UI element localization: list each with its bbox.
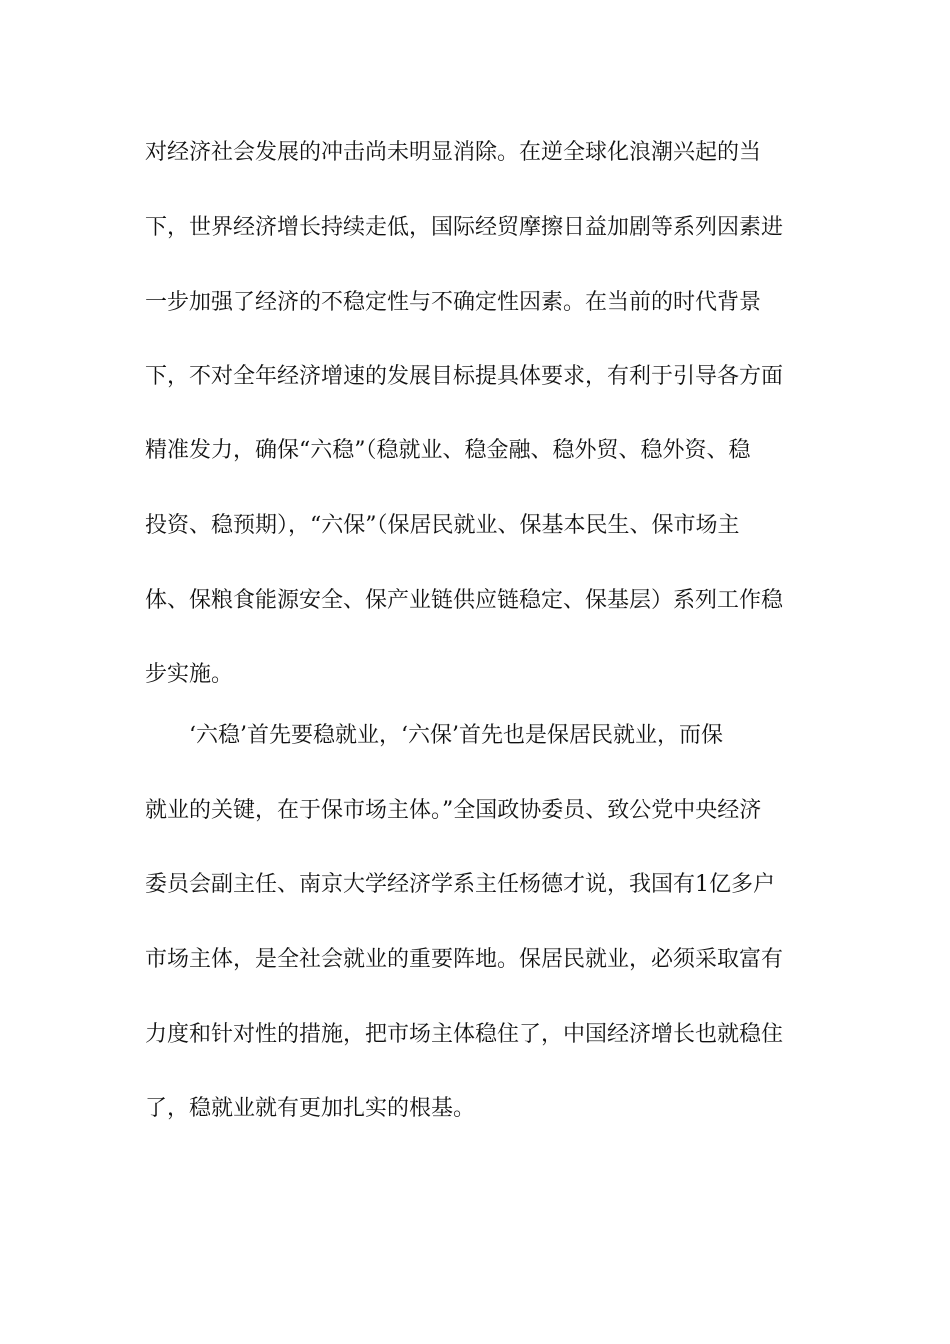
paragraph-line: 就业的关键，在于保市场主体。”全国政协委员、致公党中央经济 <box>145 798 762 823</box>
paragraph-line: 体、保粮食能源安全、保产业链供应链稳定、保基层）系列工作稳 <box>145 588 784 613</box>
paragraph-line: 步实施。 <box>145 662 234 687</box>
paragraph-line: 力度和针对性的措施，把市场主体稳住了，中国经济增长也就稳住 <box>145 1022 784 1047</box>
paragraph-line: 精准发力，确保“六稳”（稳就业、稳金融、稳外贸、稳外资、稳 <box>145 438 751 463</box>
paragraph-line: 对经济社会发展的冲击尚未明显消除。在逆全球化浪潮兴起的当 <box>145 140 762 165</box>
paragraph-line: 一步加强了经济的不稳定性与不确定性因素。在当前的时代背景 <box>145 290 762 315</box>
paragraph-line: 了，稳就业就有更加扎实的根基。 <box>145 1096 476 1121</box>
paragraph-line: 下，世界经济增长持续走低，国际经贸摩擦日益加剧等系列因素进 <box>145 215 784 240</box>
paragraph-line: 委员会副主任、南京大学经济学系主任杨德才说，我国有1亿多户 <box>145 872 775 897</box>
paragraph-first-line: ‘六稳’首先要稳就业，‘六保’首先也是保居民就业，而保 <box>189 723 723 748</box>
paragraph-line: 市场主体，是全社会就业的重要阵地。保居民就业，必须采取富有 <box>145 947 784 972</box>
paragraph-line: 投资、稳预期），“六保”（保居民就业、保基本民生、保市场主 <box>145 513 740 538</box>
paragraph-line: 下，不对全年经济增速的发展目标提具体要求，有利于引导各方面 <box>145 364 784 389</box>
